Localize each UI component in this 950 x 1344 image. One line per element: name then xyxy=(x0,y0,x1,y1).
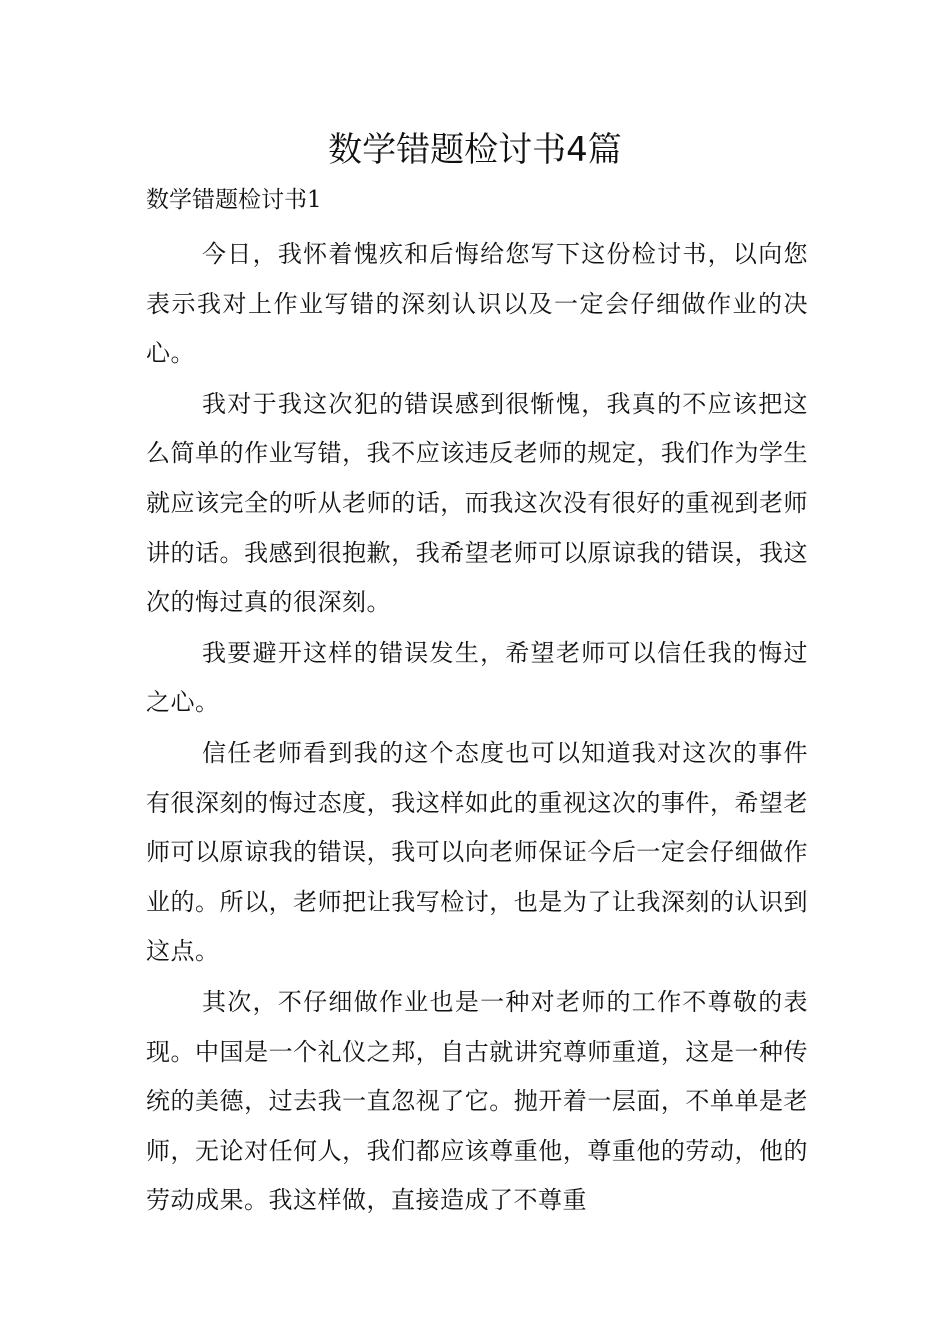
paragraph: 我要避开这样的错误发生，希望老师可以信任我的悔过之心。 xyxy=(146,638,808,717)
section-heading: 数学错题检讨书1 xyxy=(146,187,322,213)
paragraph: 今日，我怀着愧疚和后悔给您写下这份检讨书，以向您表示我对上作业写错的深刻认识以及一定会仔细做作业的决心。 xyxy=(146,240,808,368)
paragraph: 其次，不仔细做作业也是一种对老师的工作不尊敬的表现。中国是一个礼仪之邦，自古就讲究尊师重道，这是一种传统的美德，过去我一直忽视了它。抛开着一层面，不单单是老师，无论对任何人，我们都应该尊重他，尊重他的劳动，他的劳动成果。我这样做，直接造成了不尊重 xyxy=(146,987,808,1215)
document-title: 数学错题检讨书4篇 xyxy=(328,130,622,170)
paragraph: 信任老师看到我的这个态度也可以知道我对这次的事件有很深刻的悔过态度，我这样如此的重视这次的事件，希望老师可以原谅我的错误，我可以向老师保证今后一定会仔细做作业的。所以，老师把让我写检讨，也是为了让我深刻的认识到这点。 xyxy=(146,738,808,966)
document-body xyxy=(146,230,808,1227)
paragraph: 我对于我这次犯的错误感到很惭愧，我真的不应该把这么简单的作业写错，我不应该违反老师的规定，我们作为学生就应该完全的听从老师的话，而我这次没有很好的重视到老师讲的话。我感到很抱歉，我希望老师可以原谅我的错误，我这次的悔过真的很深刻。 xyxy=(146,389,808,617)
